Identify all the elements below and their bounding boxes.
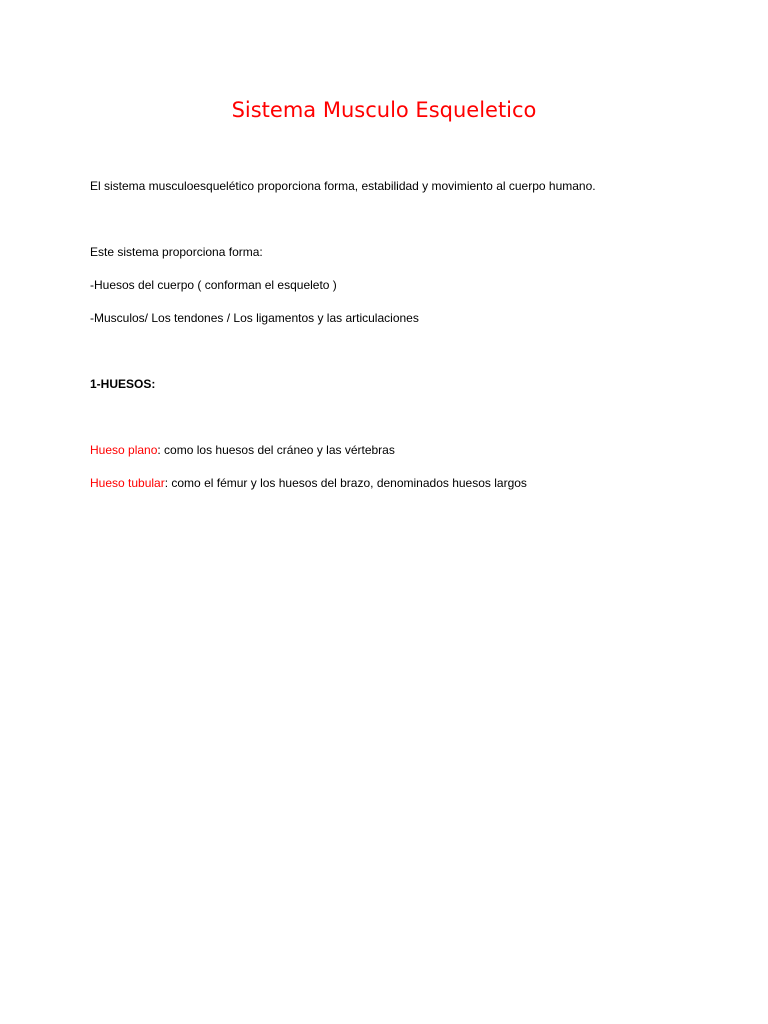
hueso-tubular-term: Hueso tubular xyxy=(90,476,165,490)
hueso-plano-text: : como los huesos del cráneo y las vértebras xyxy=(157,443,395,457)
hueso-plano-term: Hueso plano xyxy=(90,443,158,457)
forma-heading: Este sistema proporciona forma: xyxy=(90,245,263,259)
list-item-musculos: -Musculos/ Los tendones / Los ligamentos y las articulaciones xyxy=(90,311,419,325)
hueso-tubular-line xyxy=(90,475,527,491)
list-item-huesos: -Huesos del cuerpo ( conforman el esqueleto ) xyxy=(90,278,337,292)
hueso-tubular-text: : como el fémur y los huesos del brazo, denominados huesos largos xyxy=(164,476,527,490)
document-title: Sistema Musculo Esqueletico xyxy=(231,98,537,122)
intro-paragraph: El sistema musculoesquelético proporciona forma, estabilidad y movimiento al cuerpo humano. xyxy=(90,179,596,193)
hueso-plano-line xyxy=(90,442,395,458)
section-heading-huesos: 1-HUESOS: xyxy=(90,377,156,391)
